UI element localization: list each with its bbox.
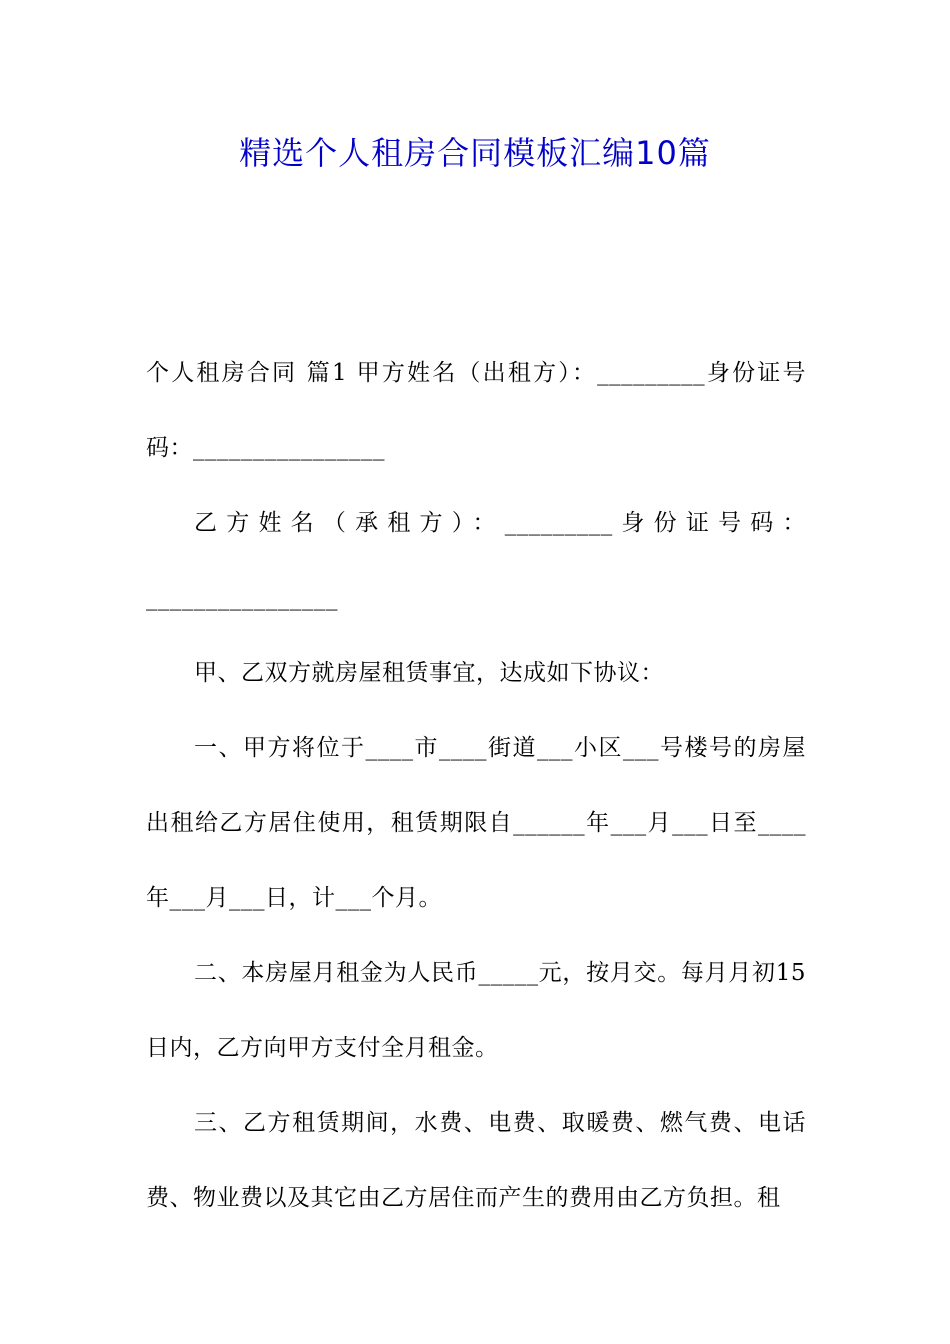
document-title: 精选个人租房合同模板汇编10篇: [239, 134, 711, 172]
paragraph-clause-1: 一、甲方将位于____市____街道___小区___号楼号的房屋出租给乙方居住使用，租赁期限自______年___月___日至____年___月___日，计___个月。: [146, 735, 806, 911]
document-body: [146, 336, 806, 1236]
paragraph-clause-2: 二、本房屋月租金为人民币_____元，按月交。每月月初15日内，乙方向甲方支付全月租金。: [146, 960, 806, 1061]
paragraph-contract-heading-party-a: 个人租房合同 篇1 甲方姓名（出租方）：_________身份证号码：________________: [146, 360, 806, 461]
paragraph-clause-3: 三、乙方租赁期间，水费、电费、取暖费、燃气费、电话费、物业费以及其它由乙方居住而产生的费用由乙方负担。租: [146, 1110, 806, 1211]
paragraph-party-b: 乙方姓名（承租方）：_________身份证号码：________________: [146, 510, 806, 611]
paragraph-agreement-intro: 甲、乙双方就房屋租赁事宜，达成如下协议：: [194, 660, 664, 686]
